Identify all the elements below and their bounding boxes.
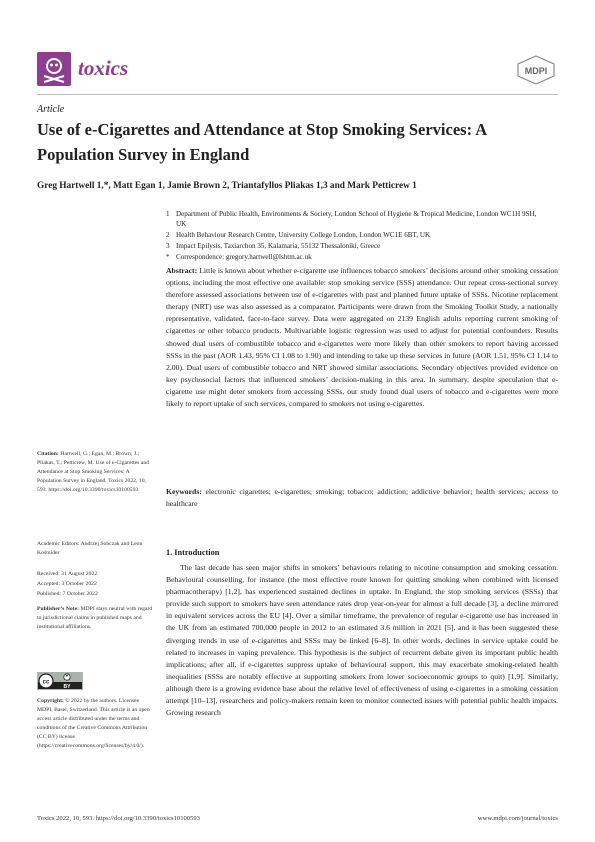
svg-text:cc: cc	[42, 679, 50, 686]
journal-logo-icon	[37, 52, 71, 86]
section-heading: 1. Introduction	[166, 548, 220, 557]
affiliation-text: Impact Epilysis, Taxiarchon 35, Kalamaria, 55132 Thessaloniki, Greece	[176, 242, 381, 250]
affiliation-2	[166, 231, 546, 241]
academic-editors: Academic Editors: Andrzej Sobczak and Leon Kośmider	[37, 541, 143, 556]
article-type: Article	[37, 104, 65, 115]
copyright	[37, 697, 155, 750]
copyright-text: © 2022 by the authors. Licensee MDPI, Basel, Switzerland. This article is an open access article distributed under the terms and conditions of the Creative Commons Attribution (CC BY) license (https://creativecommons.org/licenses/by/4.0/).	[37, 698, 150, 749]
section-body: The last decade has seen major shifts in smokers’ behaviours relating to nicotine consumption and smoking cessation. Behavioural counselling, for instance (the most effective route known for quitting smoking when combined with licensed pharmacotherapy) [1,2], has experienced sustained declines in uptake. In England, the stop smoking services (SSSs) that provide such support to smokers have seen attendance rates drop year-on-year for almost a full decade [3], a decline mirrored in equivalent services across the EU [4]. Over a similar timeframe, the prevalence of regular e-cigarette use has increased in the UK from an estimated 700,000 people in 2012 to an estimated 3.6 million in 2021 [5], and it has been suggested these diverging trends in use of e-cigarettes and SSSs may be linked [6–8]. In other words, declines in service uptake could be related to increases in vaping prevalence. This hypothesis is the subject of recurrent debate given its important public health implications; after all, if e-cigarettes suppress uptake of behavioural support, this may exacerbate smoking-related health inequalities (SSSs are notably effective at supporting smokers from lower socioeconomic groups to quit) [1,9]. Similarly, although there is a growing evidence base about the relative level of effectiveness of using e-cigarettes in a smoking cessation attempt [10–13], researchers and policy-makers remain keen to monitor connected issues with potential public health impacts. Growing research	[166, 563, 558, 718]
mdpi-logo-icon[interactable]	[516, 55, 556, 85]
published-date: Published: 7 October 2022	[37, 591, 98, 597]
citation-label: Citation:	[37, 451, 59, 457]
publisher-note	[37, 605, 155, 632]
journal-name[interactable]: toxics	[78, 56, 129, 80]
abstract-text: Little is known about whether e-cigarette use influences tobacco smokers’ decisions around other smoking cessation options, including the most effective one available: stop smoking service (SSS) attendance. Our repeat cross-sectional survey therefore assessed associations between use of e-cigarettes with past and planned future uptake of SSSs. Nicotine replacement therapy (NRT) use was also assessed as a comparator. Participants were drawn from the Smoking Toolkit Study, a nationally representative, validated, face-to-face survey. Data were aggregated on 2139 English adults reporting current smoking of cigarettes or other tobacco products. Multivariable logistic regression was used to adjust for potential confounders. Results showed dual users of combustible tobacco and e-cigarettes were more likely than other smokers to report having accessed SSSs in the past (AOR 1.43, 95% CI 1.08 to 1.90) and intending to take up these services in future (AOR 1.51, 95% CI 1.14 to 2.00). Dual users of combustible tobacco and NRT showed similar associations. Secondary objectives provided evidence on key psychosocial factors that influenced smokers’ decision-making in this area. In summary, despite speculation that e-cigarette use might deter smokers from accessing SSSs, our study found dual users of tobacco and e-cigarettes were more likely to report uptake of such services, compared to smokers not using e-cigarettes.	[166, 266, 559, 409]
accepted-date: Accepted: 3 October 2022	[37, 581, 97, 587]
citation-text: Hartwell, G.; Egan, M.; Brown, J.; Pliakas, T.; Petticrew, M. Use of e-Cigarettes and Attendance at Stop Smoking Services: A Population Survey in England. Toxics 2022, 10, 593. https://doi.org/10.3390/toxics10100593	[37, 451, 150, 493]
author-list: Greg Hartwell 1,*, Matt Egan 1, Jamie Brown 2, Triantafyllos Pliakas 1,3 and Mark Petticrew 1	[37, 181, 417, 191]
keywords-text: electronic cigarettes; e-cigarettes; smoking; tobacco; addiction; addictive behavior; health services; access to healthcare	[166, 487, 558, 509]
affiliation-number: 2	[166, 231, 170, 239]
header-divider	[37, 94, 558, 95]
publisher-note-text: MDPI stays neutral with regard to jurisdictional claims in published maps and institutional affiliations.	[37, 606, 153, 630]
received-date: Received: 31 August 2022	[37, 571, 98, 577]
keywords	[166, 486, 558, 510]
article-title: Use of e-Cigarettes and Attendance at Stop Smoking Services: A Population Survey in England	[37, 120, 487, 164]
affiliation-text: Department of Public Health, Environments & Society, London School of Hygiene & Tropical Medicine, London WC1H 9SH, UK	[176, 210, 537, 228]
affiliation-number: *	[166, 253, 170, 261]
footer-journal-url[interactable]: www.mdpi.com/journal/toxics	[477, 815, 558, 822]
abstract-label: Abstract:	[166, 266, 198, 275]
copyright-label: Copyright:	[37, 698, 64, 704]
affiliation-text: Health Behaviour Research Centre, University College London, London WC1E 6BT, UK	[176, 231, 431, 239]
affiliation-3	[166, 242, 546, 252]
affiliation-number: 3	[166, 242, 170, 250]
cc-by-license-icon[interactable]	[37, 672, 83, 690]
affiliation-number: 1	[166, 210, 170, 218]
correspondence-email[interactable]: Correspondence: gregory.hartwell@lshtm.ac.uk	[176, 253, 312, 261]
footer-citation[interactable]: Toxics 2022, 10, 593. https://doi.org/10.3390/toxics10100593	[37, 815, 200, 822]
svg-text:BY: BY	[63, 684, 71, 690]
affiliation-1	[166, 210, 546, 229]
abstract	[166, 265, 558, 410]
keywords-label: Keywords:	[166, 487, 202, 496]
publisher-note-label: Publisher’s Note:	[37, 606, 80, 612]
citation	[37, 450, 155, 495]
correspondence	[166, 253, 546, 263]
mdpi-logo-text: MDPI	[524, 66, 548, 76]
